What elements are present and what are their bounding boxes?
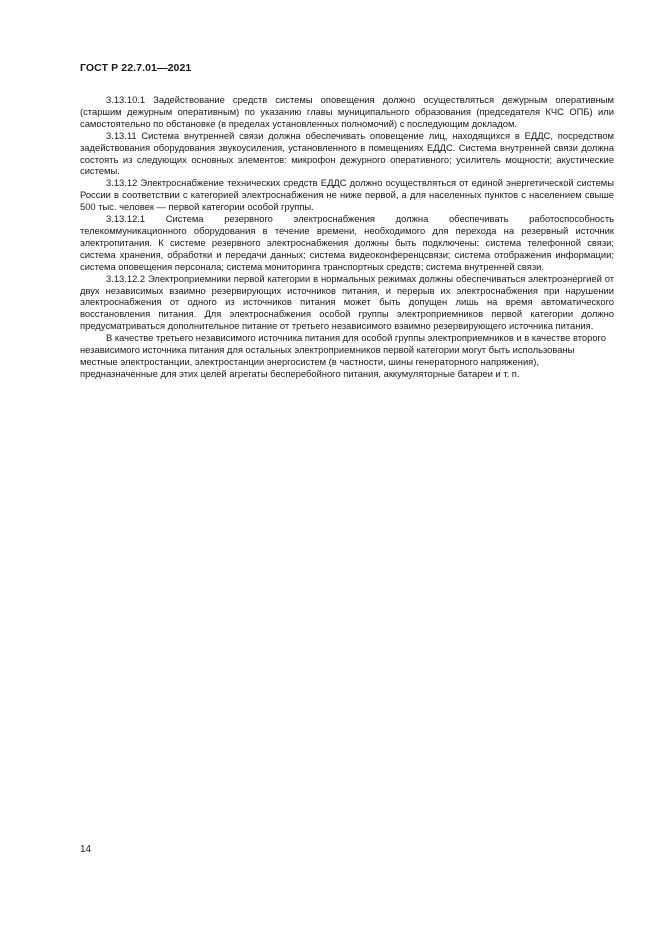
document-code-header: ГОСТ Р 22.7.01—2021 xyxy=(80,62,192,74)
paragraph-3-13-12: 3.13.12 Электроснабжение технических средств ЕДДС должно осуществляться от единой энергетической системы России в соответствии с категорией электроснабжения не ниже первой, а для населенных пунктов с населением свыше 500 тыс. человек — первой категории особой группы. xyxy=(80,177,614,213)
paragraph-3-13-10-1: 3.13.10.1 Задействование средств системы оповещения должно осуществляться дежурным оперативным (старшим дежурным оперативным) по указанию главы муниципального образования (председателя КЧС ОПБ) или самостоятельно по обстановке (в пределах установленных полномочий) с последующим докладом. xyxy=(80,94,614,129)
paragraph-3-13-12-2: 3.13.12.2 Электроприемники первой категории в нормальных режимах должны обеспечиваться электроэнергией от двух независимых взаимно резервирующих источников питания, и перерыв их электроснабжения при нарушении электроснабжения от одного из источников питания может быть допущен лишь на время автоматического восстановления питания. Для электроснабжения особой группы электроприемников первой категории должно предусматриваться дополнительное питание от третьего независимого взаимно резервирующего источника питания. xyxy=(80,272,614,332)
paragraph-3-13-12-1: 3.13.12.1 Система резервного электроснабжения должна обеспечивать работоспособность телекоммуникационного оборудования в течение времени, необходимого для перехода на резервный источник электропитания. К системе резервного электроснабжения должны быть подключены: система телефонной связи; система хранения, обработки и передачи данных; система видеоконференцсвязи; система отображения информации; система оповещения персонала; система мониторинга транспортных средств; система внутренней связи. xyxy=(80,213,614,272)
paragraph-3-13-11: 3.13.11 Система внутренней связи должна обеспечивать оповещение лиц, находящихся в ЕДДС, посредством задействования оборудования звукоусиления, установленного в помещениях ЕДДС. Система внутренней связи должна состоять из следующих основных элементов: микрофон дежурного оперативного; усилитель мощности; акустические системы. xyxy=(80,129,614,177)
page-number: 14 xyxy=(80,844,92,855)
body-text xyxy=(80,94,614,380)
paragraph-third-source: В качестве третьего независимого источника питания для особой группы электроприемников и в качестве второго независимого источника питания для остальных электроприемников первой категории могут быть использованы местные электростанции, электростанции энергосистем (в частности, шины генераторного напряжения), предназначенные для этих целей агрегаты бесперебойного питания, аккумуляторные батареи и т. п. xyxy=(80,332,606,379)
